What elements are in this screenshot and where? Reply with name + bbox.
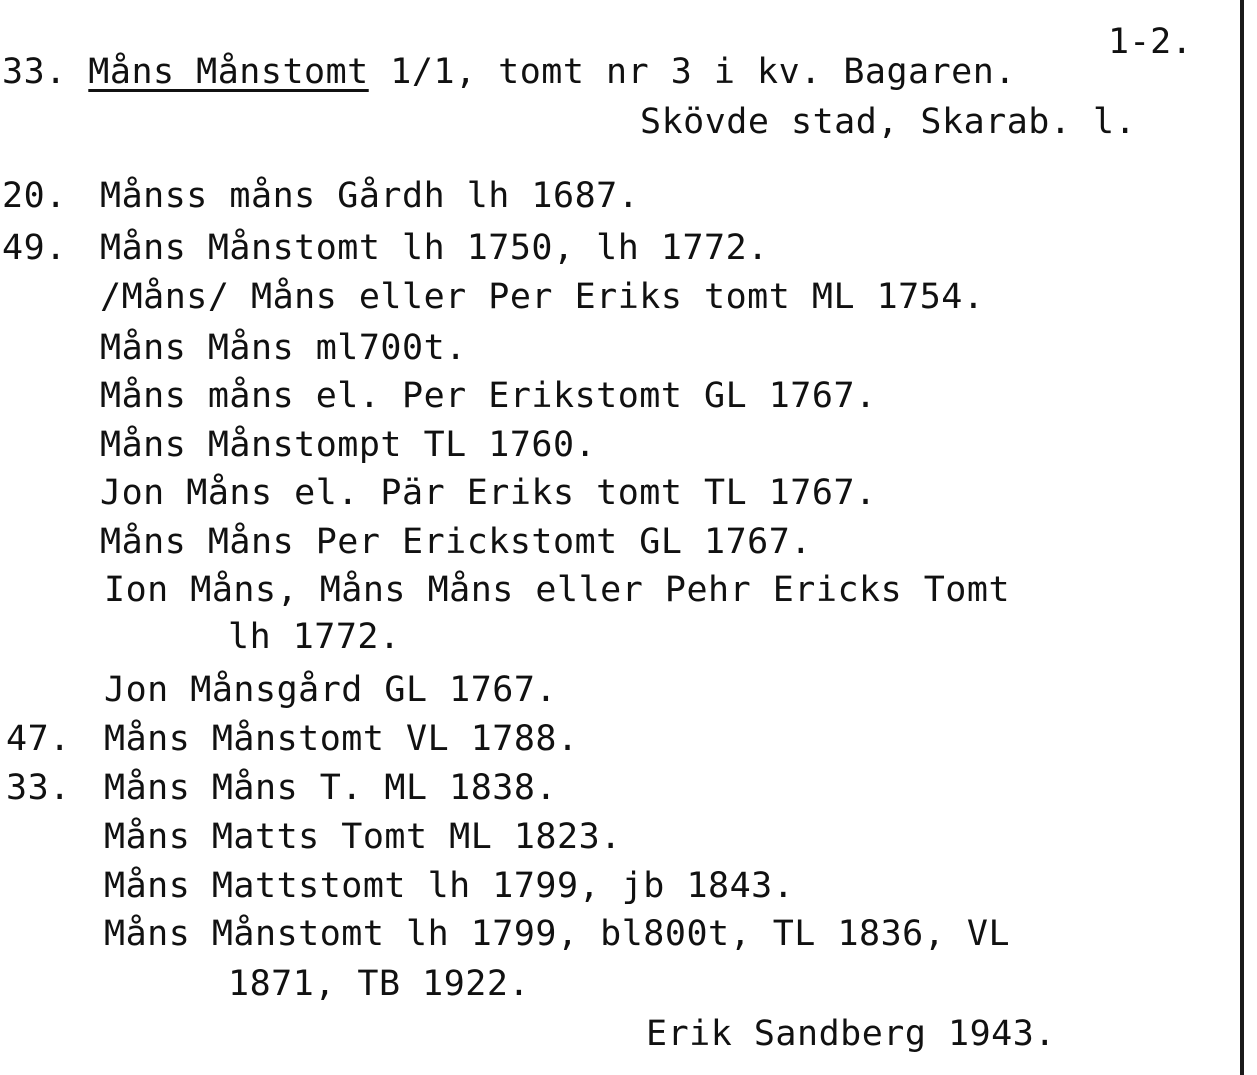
entry-text: Måns Månstomt VL 1788.: [104, 719, 579, 759]
header-rest: 1/1, tomt nr 3 i kv. Bagaren.: [368, 52, 1016, 92]
entry-number: 20.: [2, 176, 67, 216]
entry-text: Måns Månstomt lh 1799, bl800t, TL 1836, VL: [104, 914, 1011, 954]
header-location: Skövde stad, Skarab. l.: [640, 102, 1137, 142]
entry-number: 49.: [2, 228, 67, 268]
signature: Erik Sandberg 1943.: [646, 1014, 1056, 1054]
sheet-number: 1-2.: [1108, 22, 1193, 62]
entry-text: Måns Matts Tomt ML 1823.: [104, 817, 622, 857]
entry-text: Ion Måns, Måns Måns eller Pehr Ericks Tomt: [104, 570, 1011, 610]
entry-line: [6, 719, 579, 759]
entry-text: lh 1772.: [228, 617, 401, 657]
entry-text: Måns Måns ml700t.: [100, 328, 467, 368]
header-line: [2, 52, 1016, 92]
entry-line: [2, 176, 639, 216]
entry-text: Jon Månsgård GL 1767.: [104, 670, 558, 710]
entry-text: Månss måns Gårdh lh 1687.: [100, 176, 640, 216]
entry-text: Måns Måns Per Erickstomt GL 1767.: [100, 522, 812, 562]
entry-number: 33.: [6, 768, 71, 808]
entry-line: [2, 228, 769, 268]
card-edge-line: [1240, 0, 1244, 1075]
header-name: Måns Månstomt: [88, 52, 369, 92]
entry-text: Måns Månstompt TL 1760.: [100, 425, 597, 465]
entry-text: Måns Månstomt lh 1750, lh 1772.: [100, 228, 769, 268]
entry-text: Måns måns el. Per Erikstomt GL 1767.: [100, 376, 877, 416]
entry-text: /Måns/ Måns eller Per Eriks tomt ML 1754.: [100, 277, 985, 317]
entry-text: Måns Måns T. ML 1838.: [104, 768, 558, 808]
entry-number: 47.: [6, 719, 71, 759]
entry-text: Jon Måns el. Pär Eriks tomt TL 1767.: [100, 473, 877, 513]
header-number: 33.: [2, 52, 67, 92]
entry-text: Måns Mattstomt lh 1799, jb 1843.: [104, 866, 795, 906]
entry-text: 1871, TB 1922.: [228, 964, 531, 1004]
entry-line: [6, 768, 557, 808]
